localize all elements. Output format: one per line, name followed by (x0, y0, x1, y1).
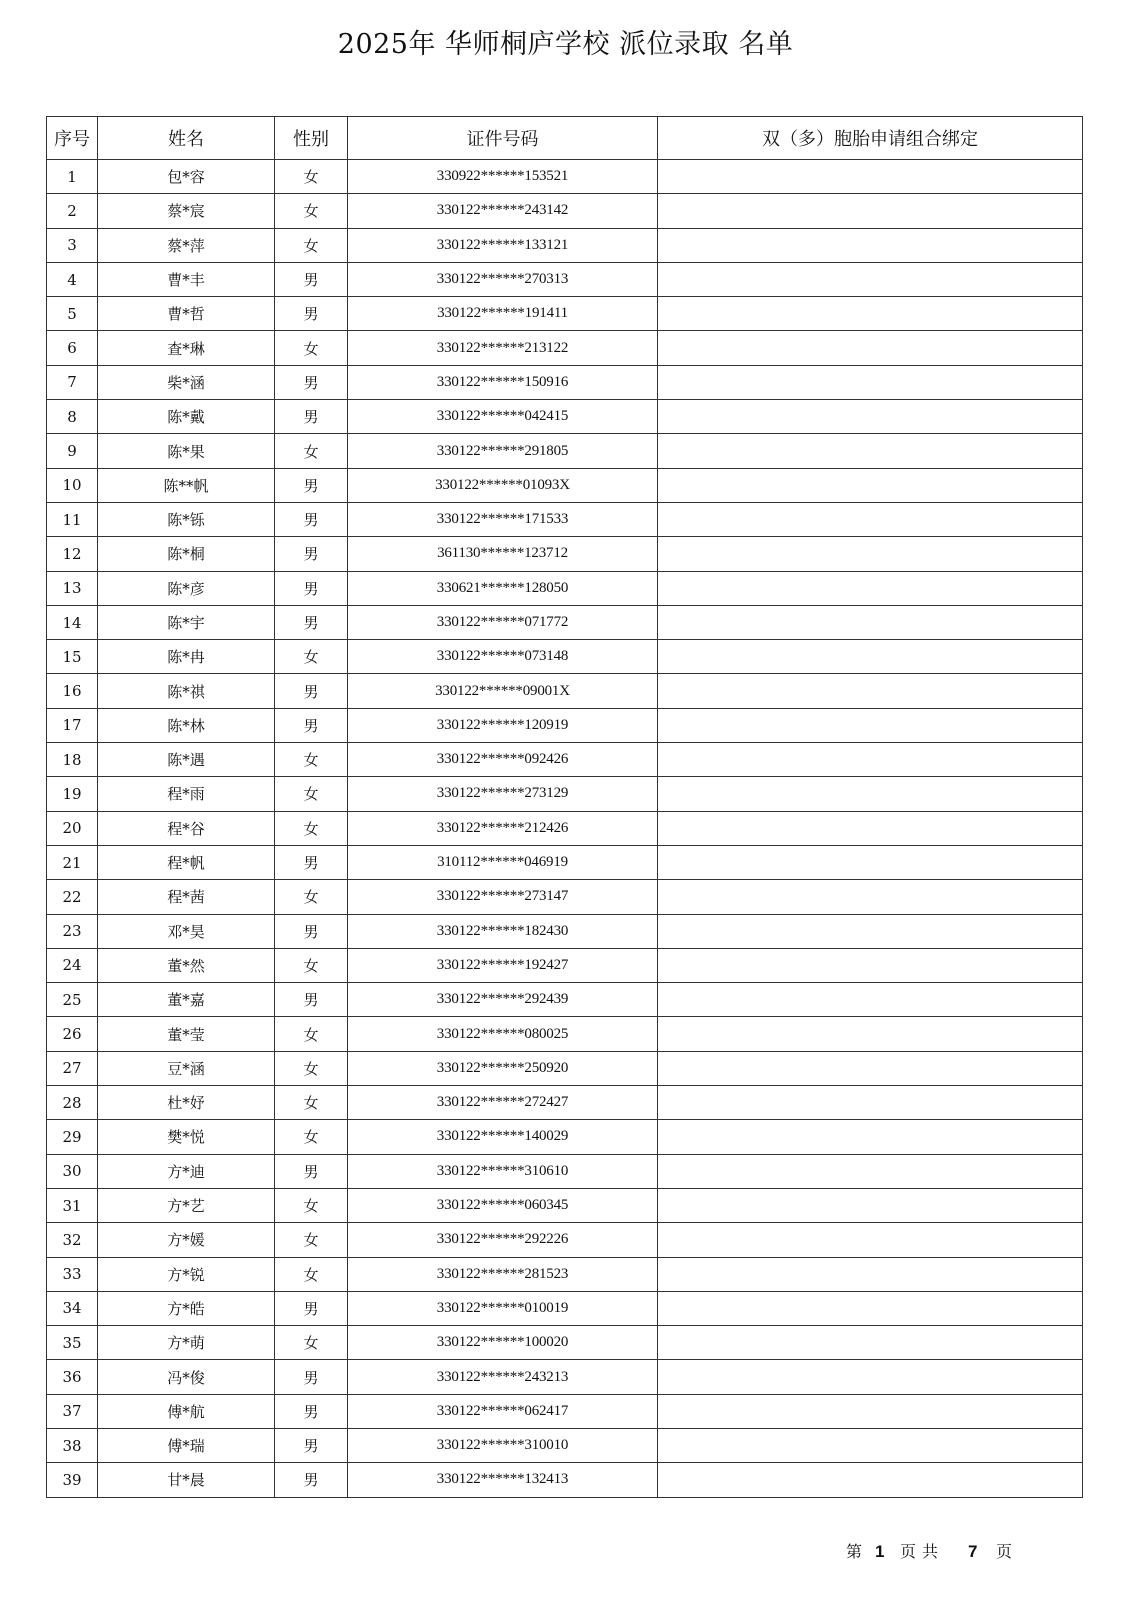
table-row (47, 914, 1083, 948)
cell-twin-binding (658, 983, 1083, 1017)
cell-twin-binding (658, 1154, 1083, 1188)
cell-name: 豆*涵 (98, 1051, 275, 1085)
cell-id-number: 330122******150916 (348, 365, 658, 399)
cell-gender: 男 (275, 1360, 348, 1394)
cell-name: 傅*航 (98, 1394, 275, 1428)
cell-id-number: 330122******182430 (348, 914, 658, 948)
cell-gender: 男 (275, 262, 348, 296)
cell-name: 曹*丰 (98, 262, 275, 296)
cell-twin-binding (658, 914, 1083, 948)
header-row (47, 117, 1083, 160)
table-row (47, 502, 1083, 536)
table-row (47, 1326, 1083, 1360)
cell-name: 董*嘉 (98, 983, 275, 1017)
footer-page-middle: 页共 (900, 1542, 945, 1561)
cell-name: 陈*林 (98, 708, 275, 742)
cell-gender: 男 (275, 297, 348, 331)
cell-twin-binding (658, 1086, 1083, 1120)
cell-index: 34 (47, 1291, 98, 1325)
cell-id-number: 330122******191411 (348, 297, 658, 331)
cell-twin-binding (658, 605, 1083, 639)
cell-index: 30 (47, 1154, 98, 1188)
footer-page-prefix: 第 (846, 1542, 863, 1561)
cell-index: 3 (47, 228, 98, 262)
cell-twin-binding (658, 1120, 1083, 1154)
cell-id-number: 330122******132413 (348, 1463, 658, 1497)
cell-twin-binding (658, 880, 1083, 914)
cell-twin-binding (658, 708, 1083, 742)
cell-name: 方*萌 (98, 1326, 275, 1360)
table-row (47, 571, 1083, 605)
cell-index: 39 (47, 1463, 98, 1497)
cell-id-number: 330122******062417 (348, 1394, 658, 1428)
cell-index: 18 (47, 743, 98, 777)
table-row (47, 811, 1083, 845)
cell-gender: 女 (275, 948, 348, 982)
cell-name: 方*媛 (98, 1223, 275, 1257)
footer-page-suffix: 页 (996, 1542, 1013, 1561)
cell-name: 陈*宇 (98, 605, 275, 639)
cell-index: 25 (47, 983, 98, 1017)
cell-id-number: 330122******080025 (348, 1017, 658, 1051)
cell-name: 蔡*宸 (98, 194, 275, 228)
cell-twin-binding (658, 571, 1083, 605)
cell-id-number: 330122******212426 (348, 811, 658, 845)
cell-index: 31 (47, 1188, 98, 1222)
table-row (47, 777, 1083, 811)
cell-id-number: 330122******310010 (348, 1428, 658, 1462)
admission-table (46, 116, 1083, 1498)
cell-id-number: 361130******123712 (348, 537, 658, 571)
cell-gender: 女 (275, 228, 348, 262)
cell-twin-binding (658, 1257, 1083, 1291)
cell-name: 查*琳 (98, 331, 275, 365)
cell-gender: 男 (275, 365, 348, 399)
cell-index: 2 (47, 194, 98, 228)
cell-id-number: 330122******272427 (348, 1086, 658, 1120)
cell-id-number: 330122******010019 (348, 1291, 658, 1325)
cell-gender: 男 (275, 914, 348, 948)
cell-index: 7 (47, 365, 98, 399)
table-row (47, 1257, 1083, 1291)
cell-name: 陈**帆 (98, 468, 275, 502)
cell-id-number: 330122******213122 (348, 331, 658, 365)
cell-name: 程*雨 (98, 777, 275, 811)
cell-index: 14 (47, 605, 98, 639)
table-row (47, 537, 1083, 571)
cell-twin-binding (658, 640, 1083, 674)
cell-name: 蔡*萍 (98, 228, 275, 262)
table-row (47, 160, 1083, 194)
cell-twin-binding (658, 262, 1083, 296)
header-gender: 性别 (275, 117, 348, 160)
cell-twin-binding (658, 1360, 1083, 1394)
table-row (47, 400, 1083, 434)
table-row (47, 365, 1083, 399)
cell-index: 38 (47, 1428, 98, 1462)
cell-name: 邓*昊 (98, 914, 275, 948)
cell-name: 程*茜 (98, 880, 275, 914)
cell-twin-binding (658, 228, 1083, 262)
cell-id-number: 330122******100020 (348, 1326, 658, 1360)
cell-index: 19 (47, 777, 98, 811)
cell-id-number: 330122******073148 (348, 640, 658, 674)
cell-gender: 女 (275, 1257, 348, 1291)
cell-id-number: 330122******291805 (348, 434, 658, 468)
cell-gender: 女 (275, 1326, 348, 1360)
header-index: 序号 (47, 117, 98, 160)
cell-name: 董*然 (98, 948, 275, 982)
footer-current-page: 1 (875, 1542, 885, 1561)
cell-gender: 女 (275, 640, 348, 674)
cell-name: 陈*桐 (98, 537, 275, 571)
table-row (47, 708, 1083, 742)
table-row (47, 1120, 1083, 1154)
table-row (47, 605, 1083, 639)
cell-gender: 男 (275, 845, 348, 879)
cell-index: 11 (47, 502, 98, 536)
cell-index: 29 (47, 1120, 98, 1154)
cell-index: 26 (47, 1017, 98, 1051)
cell-id-number: 330122******092426 (348, 743, 658, 777)
cell-index: 36 (47, 1360, 98, 1394)
cell-gender: 男 (275, 468, 348, 502)
cell-twin-binding (658, 811, 1083, 845)
cell-gender: 男 (275, 1394, 348, 1428)
cell-index: 32 (47, 1223, 98, 1257)
cell-name: 樊*悦 (98, 1120, 275, 1154)
cell-gender: 女 (275, 194, 348, 228)
cell-id-number: 330122******250920 (348, 1051, 658, 1085)
cell-twin-binding (658, 434, 1083, 468)
cell-name: 程*谷 (98, 811, 275, 845)
cell-id-number: 330122******192427 (348, 948, 658, 982)
cell-gender: 女 (275, 743, 348, 777)
cell-twin-binding (658, 1188, 1083, 1222)
cell-twin-binding (658, 502, 1083, 536)
cell-twin-binding (658, 1223, 1083, 1257)
cell-gender: 女 (275, 1188, 348, 1222)
cell-twin-binding (658, 1394, 1083, 1428)
cell-name: 甘*晨 (98, 1463, 275, 1497)
cell-index: 23 (47, 914, 98, 948)
cell-id-number: 330122******171533 (348, 502, 658, 536)
cell-twin-binding (658, 297, 1083, 331)
cell-gender: 男 (275, 1291, 348, 1325)
cell-gender: 男 (275, 983, 348, 1017)
table-row (47, 743, 1083, 777)
cell-name: 方*艺 (98, 1188, 275, 1222)
cell-twin-binding (658, 674, 1083, 708)
cell-name: 杜*妤 (98, 1086, 275, 1120)
cell-name: 程*帆 (98, 845, 275, 879)
cell-index: 21 (47, 845, 98, 879)
cell-id-number: 330122******140029 (348, 1120, 658, 1154)
cell-twin-binding (658, 1428, 1083, 1462)
cell-index: 24 (47, 948, 98, 982)
cell-gender: 女 (275, 1223, 348, 1257)
cell-index: 37 (47, 1394, 98, 1428)
cell-name: 陈*冉 (98, 640, 275, 674)
cell-id-number: 330122******270313 (348, 262, 658, 296)
cell-name: 曹*哲 (98, 297, 275, 331)
cell-gender: 男 (275, 400, 348, 434)
cell-twin-binding (658, 1326, 1083, 1360)
table-header (47, 117, 1083, 160)
cell-id-number: 330122******310610 (348, 1154, 658, 1188)
cell-gender: 男 (275, 571, 348, 605)
table-row (47, 1360, 1083, 1394)
cell-id-number: 330122******281523 (348, 1257, 658, 1291)
cell-name: 陈*果 (98, 434, 275, 468)
table-row (47, 880, 1083, 914)
cell-index: 10 (47, 468, 98, 502)
cell-gender: 女 (275, 880, 348, 914)
cell-index: 27 (47, 1051, 98, 1085)
cell-gender: 男 (275, 674, 348, 708)
cell-twin-binding (658, 1017, 1083, 1051)
table-row (47, 640, 1083, 674)
table-row (47, 331, 1083, 365)
cell-gender: 男 (275, 605, 348, 639)
cell-twin-binding (658, 743, 1083, 777)
cell-name: 方*皓 (98, 1291, 275, 1325)
cell-twin-binding (658, 537, 1083, 571)
cell-gender: 男 (275, 1154, 348, 1188)
cell-name: 陈*祺 (98, 674, 275, 708)
cell-id-number: 330922******153521 (348, 160, 658, 194)
cell-gender: 女 (275, 1017, 348, 1051)
cell-name: 方*锐 (98, 1257, 275, 1291)
table-row (47, 1394, 1083, 1428)
table-row (47, 1017, 1083, 1051)
cell-index: 20 (47, 811, 98, 845)
table-row (47, 674, 1083, 708)
cell-name: 柴*涵 (98, 365, 275, 399)
cell-gender: 女 (275, 160, 348, 194)
table-row (47, 1051, 1083, 1085)
cell-index: 15 (47, 640, 98, 674)
table-row (47, 228, 1083, 262)
cell-gender: 女 (275, 777, 348, 811)
cell-index: 12 (47, 537, 98, 571)
cell-gender: 男 (275, 502, 348, 536)
cell-id-number: 330122******01093X (348, 468, 658, 502)
cell-gender: 男 (275, 537, 348, 571)
table-row (47, 948, 1083, 982)
table-row (47, 845, 1083, 879)
cell-name: 陈*彦 (98, 571, 275, 605)
cell-twin-binding (658, 331, 1083, 365)
cell-index: 28 (47, 1086, 98, 1120)
cell-id-number: 330122******292226 (348, 1223, 658, 1257)
cell-twin-binding (658, 468, 1083, 502)
cell-id-number: 330122******292439 (348, 983, 658, 1017)
cell-twin-binding (658, 948, 1083, 982)
cell-name: 冯*俊 (98, 1360, 275, 1394)
cell-gender: 女 (275, 434, 348, 468)
cell-name: 陈*铄 (98, 502, 275, 536)
cell-id-number: 330122******133121 (348, 228, 658, 262)
table-row (47, 468, 1083, 502)
table-body (47, 160, 1083, 1498)
cell-twin-binding (658, 365, 1083, 399)
cell-index: 5 (47, 297, 98, 331)
table-row (47, 1463, 1083, 1497)
cell-twin-binding (658, 194, 1083, 228)
cell-name: 陈*遇 (98, 743, 275, 777)
table-row (47, 1188, 1083, 1222)
table-row (47, 1223, 1083, 1257)
cell-twin-binding (658, 845, 1083, 879)
table-row (47, 262, 1083, 296)
page-footer (0, 1540, 1131, 1564)
cell-id-number: 310112******046919 (348, 845, 658, 879)
cell-id-number: 330122******273129 (348, 777, 658, 811)
cell-index: 6 (47, 331, 98, 365)
table-row (47, 1154, 1083, 1188)
cell-index: 9 (47, 434, 98, 468)
cell-index: 13 (47, 571, 98, 605)
footer-total-pages: 7 (968, 1542, 978, 1561)
cell-gender: 女 (275, 1086, 348, 1120)
cell-twin-binding (658, 160, 1083, 194)
cell-index: 4 (47, 262, 98, 296)
cell-id-number: 330122******120919 (348, 708, 658, 742)
cell-id-number: 330122******243142 (348, 194, 658, 228)
table-row (47, 434, 1083, 468)
cell-twin-binding (658, 400, 1083, 434)
table-row (47, 1086, 1083, 1120)
document-title: 2025年 华师桐庐学校 派位录取 名单 (337, 29, 794, 60)
cell-id-number: 330621******128050 (348, 571, 658, 605)
table-row (47, 1428, 1083, 1462)
table-row (47, 983, 1083, 1017)
cell-id-number: 330122******243213 (348, 1360, 658, 1394)
cell-id-number: 330122******273147 (348, 880, 658, 914)
cell-twin-binding (658, 777, 1083, 811)
table-row (47, 1291, 1083, 1325)
cell-twin-binding (658, 1463, 1083, 1497)
cell-id-number: 330122******09001X (348, 674, 658, 708)
cell-index: 1 (47, 160, 98, 194)
cell-gender: 男 (275, 708, 348, 742)
cell-twin-binding (658, 1051, 1083, 1085)
cell-name: 傅*瑞 (98, 1428, 275, 1462)
cell-gender: 女 (275, 331, 348, 365)
cell-gender: 女 (275, 1120, 348, 1154)
header-twin-binding: 双（多）胞胎申请组合绑定 (658, 117, 1083, 160)
cell-id-number: 330122******060345 (348, 1188, 658, 1222)
cell-index: 8 (47, 400, 98, 434)
cell-index: 16 (47, 674, 98, 708)
cell-name: 陈*戴 (98, 400, 275, 434)
cell-index: 35 (47, 1326, 98, 1360)
cell-index: 17 (47, 708, 98, 742)
table-row (47, 297, 1083, 331)
cell-index: 22 (47, 880, 98, 914)
cell-id-number: 330122******071772 (348, 605, 658, 639)
header-name: 姓名 (98, 117, 275, 160)
cell-twin-binding (658, 1291, 1083, 1325)
table-row (47, 194, 1083, 228)
cell-gender: 男 (275, 1428, 348, 1462)
cell-name: 包*容 (98, 160, 275, 194)
cell-id-number: 330122******042415 (348, 400, 658, 434)
cell-index: 33 (47, 1257, 98, 1291)
cell-gender: 女 (275, 811, 348, 845)
header-id-number: 证件号码 (348, 117, 658, 160)
cell-name: 董*莹 (98, 1017, 275, 1051)
cell-name: 方*迪 (98, 1154, 275, 1188)
cell-gender: 女 (275, 1051, 348, 1085)
cell-gender: 男 (275, 1463, 348, 1497)
